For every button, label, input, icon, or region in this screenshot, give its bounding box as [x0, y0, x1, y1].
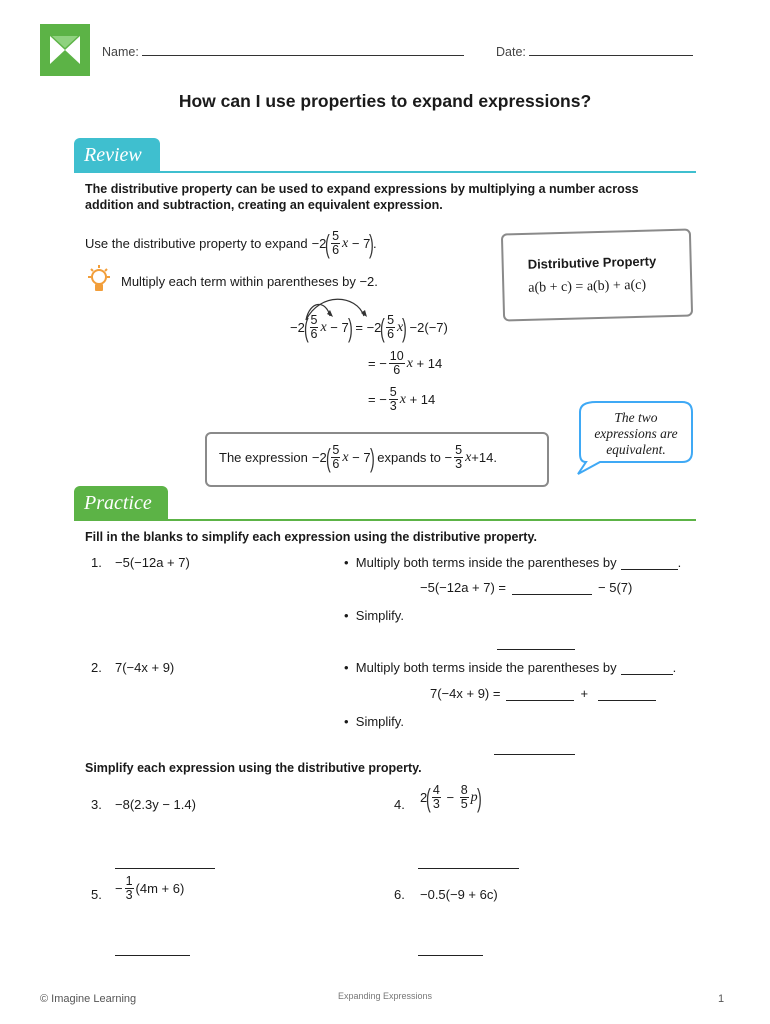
summary-box: [205, 432, 549, 487]
date-label: Date:: [496, 45, 526, 59]
problem-5-number: 5.: [91, 887, 102, 902]
p2-step2-text: Simplify.: [355, 714, 404, 729]
p4-answer-blank[interactable]: [418, 855, 519, 869]
review-tab: Review: [74, 138, 160, 172]
practice-instructions-1: Fill in the blanks to simplify each expression using the distributive property.: [85, 530, 537, 544]
p5-answer-blank[interactable]: [115, 942, 190, 956]
problem-2-number: 2.: [91, 660, 102, 675]
problem-1-number: 1.: [91, 555, 102, 570]
summary-mid: expands to: [377, 450, 441, 466]
lightbulb-icon: [86, 264, 112, 298]
review-rule: [74, 171, 696, 173]
p4-frac2-num: 8: [460, 783, 468, 797]
problem-1-step-1: • Multiply both terms inside the parentheses by .: [344, 555, 682, 570]
review-prompt: Use the distributive property to expand −2 ( $\frac{5}{6}$ x − 7 ) .: [85, 228, 377, 259]
problem-5-expression: [115, 875, 184, 902]
problem-2-equation: [430, 686, 656, 701]
problem-4-expression: 2 ( $\frac{4}{3}$ − $\frac{8}{5}$ p ): [420, 782, 482, 813]
p2-step1-text: Multiply both terms inside the parentheses by: [355, 660, 617, 675]
p2-multiplier-blank[interactable]: [621, 661, 673, 675]
review-tip: Multiply each term within parentheses by −2.: [121, 274, 378, 289]
p5-sign: −: [115, 881, 123, 897]
p5-rest: (4m + 6): [135, 881, 185, 897]
problem-4-number: 4.: [394, 797, 405, 812]
problem-2-expression: 7(−4x + 9): [115, 660, 175, 675]
p4-frac2-den: 5: [460, 797, 468, 812]
p2-answer-blank[interactable]: [494, 741, 575, 755]
work-line-3: = − $\frac{5}{3}$ x + 14: [368, 385, 436, 414]
problem-3-number: 3.: [91, 797, 102, 812]
p6-answer-blank[interactable]: [418, 942, 483, 956]
p4-frac-num: 4: [432, 783, 440, 797]
p2-first-term-blank[interactable]: [506, 687, 574, 701]
summary-pre: The expression: [219, 450, 308, 466]
summary-text: The expression −2 ( $\frac{5}{6}$ x − 7 ) expands to − $\frac{5}{3}$ x +14.: [219, 442, 497, 473]
problem-1-equation: [420, 580, 632, 595]
prompt-text: Use the distributive property to expand: [85, 236, 308, 252]
callout-text: The two expressions are equivalent.: [594, 410, 678, 457]
p4-coef: 2: [420, 790, 428, 806]
problem-6-expression: −0.5(−9 + 6c): [420, 887, 498, 902]
name-line[interactable]: [142, 44, 464, 56]
problem-6-number: 6.: [394, 887, 405, 902]
review-intro: The distributive property can be used to expand expressions by multiplying a number across addition and subtraction, creating an equivalent expression.: [85, 182, 639, 212]
equivalent-callout: [556, 398, 696, 476]
work-line-2: = − $\frac{10}{6}$ x + 14: [368, 349, 443, 378]
p2-eq-left: 7(−4x + 9) =: [430, 686, 501, 701]
p1-eq-left: −5(−12a + 7) =: [420, 580, 507, 595]
footer-page-number: 1: [718, 993, 725, 1005]
problem-3-expression: −8(2.3y − 1.4): [115, 797, 196, 812]
distributive-property-box: [501, 229, 693, 322]
p4-var: p: [470, 789, 478, 805]
problem-1-step-2: • Simplify.: [344, 608, 404, 623]
date-line[interactable]: [529, 44, 693, 56]
p1-first-term-blank[interactable]: [512, 581, 592, 595]
problem-2-step-2: • Simplify.: [344, 714, 404, 729]
practice-tab: Practice: [74, 486, 168, 520]
practice-instructions-2: Simplify each expression using the distributive property.: [85, 761, 422, 775]
p3-answer-blank[interactable]: [115, 855, 215, 869]
imagine-learning-logo: [40, 24, 90, 76]
summary-end: +14.: [471, 450, 497, 466]
page-title: How can I use properties to expand expressions?: [178, 91, 592, 111]
p2-second-term-blank[interactable]: [598, 687, 656, 701]
p4-frac-den: 3: [432, 797, 440, 812]
p1-answer-blank[interactable]: [497, 636, 575, 650]
problem-2-step-1: • Multiply both terms inside the parentheses by .: [344, 660, 677, 675]
problem-1-expression: −5(−12a + 7): [115, 555, 190, 570]
footer-copyright: © Imagine Learning: [40, 993, 137, 1005]
name-field[interactable]: [102, 44, 464, 59]
property-title: Distributive Property: [527, 253, 657, 272]
practice-rule: [74, 519, 696, 521]
p1-multiplier-blank[interactable]: [621, 556, 678, 570]
work-line-1: −2 ( $\frac{5}{6}$ x − 7 ) = −2 ( $\frac{5}{6}$ x ) −2(−7): [290, 312, 448, 343]
p1-step2-text: Simplify.: [355, 608, 404, 623]
date-field[interactable]: [496, 44, 693, 59]
property-formula: a(b + c) = a(b) + a(c): [528, 277, 647, 296]
footer-center: Expanding Expressions: [337, 991, 433, 1001]
p1-step1-text: Multiply both terms inside the parentheses by: [355, 555, 617, 570]
p2-eq-plus: +: [580, 686, 589, 701]
p5-frac-num: 1: [125, 874, 133, 888]
p5-frac-den: 3: [125, 888, 133, 903]
p1-eq-right: − 5(7): [598, 580, 633, 595]
name-label: Name:: [102, 45, 139, 59]
